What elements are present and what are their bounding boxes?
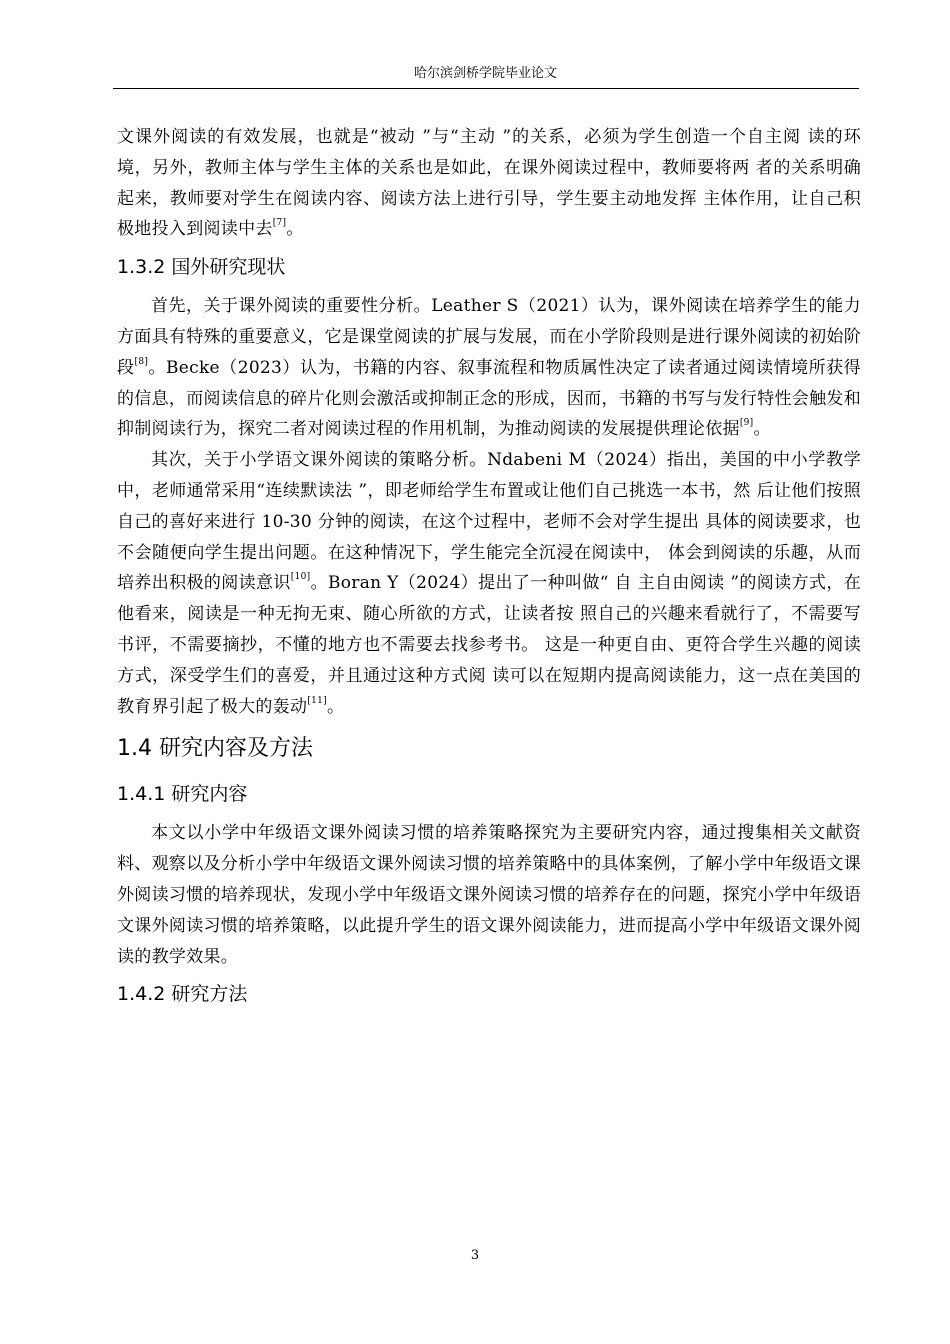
paragraph-end: 。 [753,419,771,440]
paragraph-text: 。Becke（2023）认为，书籍的内容、叙事流程和物质属性决定了读者通过阅读情境所获得的信息，而阅读信息的碎片化则会激活或抑制正念的形成，因而，书籍的书写与发行特性会触发和抑制阅读行为，探究二者对阅读过程的作用机制，为推动阅读的发展提供理论依据 [117,357,861,440]
paragraph-continued [117,122,861,245]
page-number: 3 [470,1248,480,1263]
running-header: 哈尔滨剑桥学院毕业论文 [413,66,557,81]
paragraph-text: 文课外阅读的有效发展，也就是“被动 ”与“主动 ”的关系，必须为学生创造一个自主阅 读的环境，另外，教师主体与学生主体的关系也是如此，在课外阅读过程中，教师要将两 者的关系明确起来，教师要对学生在阅读内容、阅读方法上进行引导，学生要主动地发挥 主体作用，让自己积极地投入到阅读中去 [117,127,861,240]
citation-ref: [7] [272,218,287,229]
paragraph-foreign-importance [117,291,861,445]
header-rule [113,88,859,89]
section-heading-1-3-2: 1.3.2 国外研究现状 [117,256,286,279]
section-heading-1-4: 1.4 研究内容及方法 [117,736,313,762]
citation-ref: [8] [134,356,149,367]
paragraph-research-content: 本文以小学中年级语文课外阅读习惯的培养策略探究为主要研究内容，通过搜集相关文献资料、观察以及分析小学中年级语文课外阅读习惯的培养策略中的具体案例，了解小学中年级语文课外阅读习惯的培养现状，发现小学中年级语文课外阅读习惯的培养存在的问题，探究小学中年级语文课外阅读习惯的培养策略，以此提升学生的语文课外阅读能力，进而提高小学中年级语文课外阅读的教学效果。 [117,823,861,967]
paragraph-end: 。 [286,219,304,240]
paragraph-end: 。 [327,696,345,717]
paragraph-text: 。Boran Y（2024）提出了一种叫做“ 自 主自由阅读 ”的阅读方式，在他看来，阅读是一种无拘无束、随心所欲的方式，让读者按 照自己的兴趣来看就行了，不需要写书评，不需要摘抄，不懂的地方也不需要去找参考书。 这是一种更自由、更符合学生兴趣的阅读方式，深受学生们的喜爱，并且通过这种方式阅 读可以在短期内提高阅读能力，这一点在美国的教育界引起了极大的轰动 [117,573,861,717]
citation-ref: [10] [290,572,311,583]
citation-ref: [9] [739,418,754,429]
paragraph-foreign-strategy [117,445,861,722]
paragraph-text: 首先，关于课外阅读的重要性分析。Leather S（2021）认为，课外阅读在培养学生的能力方面具有特殊的重要意义，它是课堂阅读的扩展与发展，而在小学阶段则是进行课外阅读的初始阶段 [117,296,861,378]
paragraph-text: 其次，关于小学语文课外阅读的策略分析。Ndabeni M（2024）指出，美国的中小学教学中，老师通常采用“连续默读法 ”，即老师给学生布置或让他们自己挑选一本书，然 后让他们按照自己的喜好来进行 10-30 分钟的阅读，在这个过程中，老师不会对学生提出 具体的阅读要求，也不会随便向学生提出问题。在这种情况下，学生能完全沉浸在阅读中， 体会到阅读的乐趣，从而培养出积极的阅读意识 [117,450,861,594]
section-heading-1-4-1: 1.4.1 研究内容 [117,783,248,806]
section-heading-1-4-2: 1.4.2 研究方法 [117,983,248,1006]
citation-ref: [11] [307,695,327,706]
page-body [117,122,861,1018]
